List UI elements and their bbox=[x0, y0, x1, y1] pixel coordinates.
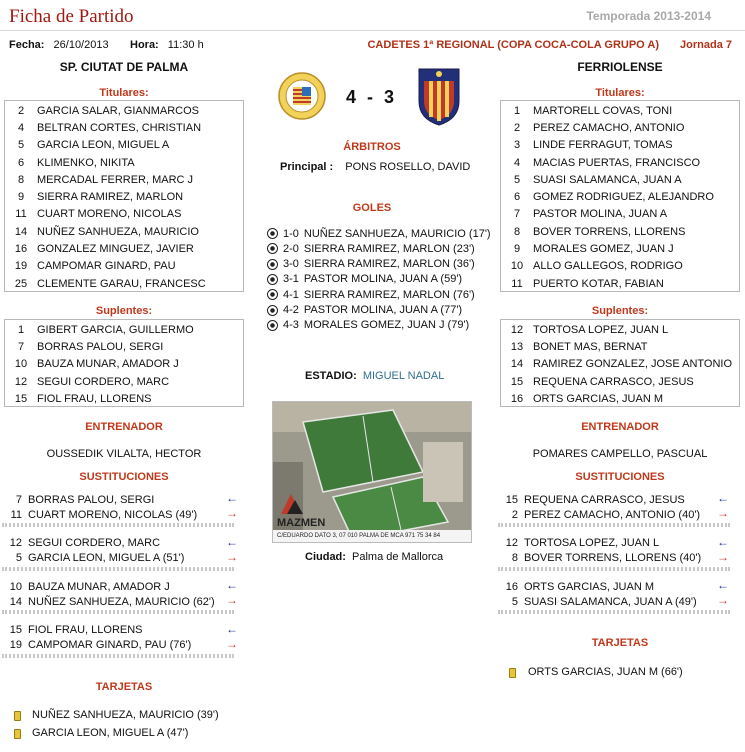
arbitro-principal bbox=[280, 161, 470, 173]
home-suplentes-row bbox=[5, 390, 243, 407]
sub-in-name: REQUENA CARRASCO, JESUS bbox=[524, 493, 685, 506]
home-suplentes-row bbox=[5, 338, 243, 355]
estadio-label: ESTADIO: bbox=[305, 370, 357, 382]
sub-in-name: TORTOSA LOPEZ, JUAN L bbox=[524, 537, 660, 549]
sub-out-name: NUÑEZ SANHUEZA, MAURICIO (62') bbox=[28, 595, 215, 608]
home-card-player: NUÑEZ SANHUEZA, MAURICIO (39') bbox=[32, 709, 219, 721]
player-number: 6 bbox=[17, 156, 25, 169]
away-suplentes-row bbox=[501, 321, 739, 338]
sub-in-name: SEGUI CORDERO, MARC bbox=[28, 537, 161, 549]
sub-out-number: 5 bbox=[511, 595, 518, 608]
away-titulares-title: Titulares: bbox=[595, 87, 645, 99]
sub-out-number: 19 bbox=[9, 639, 22, 651]
home-card-player: GARCIA LEON, MIGUEL A (47') bbox=[32, 726, 189, 739]
soccer-ball-icon bbox=[267, 243, 278, 254]
player-name: SUASI SALAMANCA, JUAN A bbox=[533, 173, 682, 186]
player-name: BORRAS PALOU, SERGI bbox=[37, 340, 164, 353]
ciudad-label: Ciudad: bbox=[305, 551, 346, 563]
away-titulares-row bbox=[501, 102, 739, 119]
sub-in-number: 15 bbox=[9, 624, 22, 636]
sub-out-name: CUART MORENO, NICOLAS (49') bbox=[28, 508, 198, 521]
goal-scorer: SIERRA RAMIREZ, MARLON (36') bbox=[303, 258, 475, 271]
home-sub-in-row bbox=[0, 492, 154, 507]
away-titulares-list bbox=[500, 100, 740, 292]
arrow-right-icon: → bbox=[717, 506, 729, 520]
goal-scorer: SIERRA RAMIREZ, MARLON (23') bbox=[303, 242, 475, 255]
principal-label: Principal : bbox=[280, 161, 334, 173]
home-score: 4 bbox=[346, 87, 357, 107]
player-name: GOMEZ RODRIGUEZ, ALEJANDRO bbox=[533, 191, 714, 204]
player-name: CAMPOMAR GINARD, PAU bbox=[37, 260, 176, 273]
player-name: REQUENA CARRASCO, JESUS bbox=[533, 375, 694, 388]
player-name: KLIMENKO, NIKITA bbox=[37, 156, 135, 169]
home-titulares-row bbox=[5, 206, 243, 223]
sub-in-name: BAUZA MUNAR, AMADOR J bbox=[28, 580, 170, 593]
player-number: 16 bbox=[14, 243, 28, 256]
goal-scorer: PASTOR MOLINA, JUAN A (77') bbox=[303, 304, 463, 316]
home-sustituciones-title: SUSTITUCIONES bbox=[79, 471, 169, 483]
goal-row bbox=[267, 257, 475, 272]
sub-divider bbox=[2, 654, 234, 658]
player-name: MORALES GOMEZ, JUAN J bbox=[533, 243, 674, 256]
competition-name: CADETES 1ª REGIONAL (COPA COCA-COLA GRUPO A) bbox=[367, 39, 659, 51]
away-titulares-row bbox=[501, 240, 739, 257]
home-suplentes-title: Suplentes: bbox=[95, 305, 153, 317]
away-titulares-row bbox=[501, 188, 739, 205]
match-date bbox=[9, 39, 109, 51]
sub-in-name: FIOL FRAU, LLORENS bbox=[28, 624, 143, 636]
player-name: BELTRAN CORTES, CHRISTIAN bbox=[37, 121, 202, 134]
player-name: PASTOR MOLINA, JUAN A bbox=[533, 208, 668, 221]
home-sub-out-row bbox=[0, 638, 191, 653]
home-titulares-row bbox=[5, 102, 243, 119]
sub-divider bbox=[2, 523, 234, 527]
yellow-card-icon bbox=[14, 711, 21, 721]
home-titulares-list bbox=[4, 100, 244, 292]
home-titulares-row bbox=[5, 258, 243, 275]
goal-score: 4-2 bbox=[283, 304, 299, 316]
away-sub-in-row bbox=[496, 579, 654, 594]
player-name: MARTORELL COVAS, TONI bbox=[533, 104, 673, 117]
away-entrenador-title: ENTRENADOR bbox=[581, 421, 659, 433]
goal-score: 4-1 bbox=[283, 288, 299, 301]
player-name: GARCIA LEON, MIGUEL A bbox=[37, 139, 170, 152]
player-number: 4 bbox=[17, 121, 25, 134]
away-sub-out-row bbox=[496, 507, 700, 522]
home-entrenador-title: ENTRENADOR bbox=[85, 421, 163, 433]
player-number: 2 bbox=[17, 104, 25, 117]
home-suplentes-row bbox=[5, 321, 243, 338]
home-sub-in-row bbox=[0, 536, 160, 551]
player-number: 10 bbox=[510, 260, 524, 273]
player-name: MERCADAL FERRER, MARC J bbox=[37, 173, 194, 186]
goal-row bbox=[267, 272, 462, 287]
arrow-right-icon: → bbox=[717, 549, 729, 564]
sub-in-number: 7 bbox=[15, 493, 22, 506]
ciudad-value: Palma de Mallorca bbox=[352, 551, 444, 563]
goal-row bbox=[267, 226, 491, 241]
goal-score: 4-3 bbox=[283, 319, 299, 332]
season-label: Temporada 2013-2014 bbox=[586, 9, 711, 23]
estadio-link[interactable]: MIGUEL NADAL bbox=[362, 370, 445, 382]
home-crest-icon bbox=[278, 72, 326, 120]
home-sub-in-row bbox=[0, 579, 170, 594]
sub-out-number: 8 bbox=[511, 552, 518, 564]
away-titulares-row bbox=[501, 206, 739, 223]
player-number: 10 bbox=[14, 358, 28, 371]
home-suplentes-row bbox=[5, 356, 243, 373]
player-number: 7 bbox=[17, 340, 25, 353]
sub-out-number: 11 bbox=[10, 508, 22, 521]
player-name: GIBERT GARCIA, GUILLERMO bbox=[37, 323, 194, 336]
away-titulares-row bbox=[501, 223, 739, 240]
away-tarjetas-title: TARJETAS bbox=[591, 637, 649, 649]
player-number: 5 bbox=[513, 173, 521, 186]
sub-out-name: SUASI SALAMANCA, JUAN A (49') bbox=[524, 595, 697, 608]
player-name: BOVER TORRENS, LLORENS bbox=[533, 225, 686, 238]
player-name: SEGUI CORDERO, MARC bbox=[37, 375, 170, 388]
player-name: PUERTO KOTAR, FABIAN bbox=[533, 277, 664, 290]
player-number: 11 bbox=[511, 277, 523, 290]
player-name: CUART MORENO, NICOLAS bbox=[37, 208, 182, 221]
arrow-left-icon: ← bbox=[226, 578, 238, 592]
player-name: ORTS GARCIAS, JUAN M bbox=[533, 392, 663, 405]
player-number: 19 bbox=[14, 260, 28, 273]
soccer-ball-icon bbox=[267, 320, 278, 331]
soccer-ball-icon bbox=[267, 289, 278, 300]
away-team-name: FERRIOLENSE bbox=[577, 60, 663, 74]
arrow-right-icon: → bbox=[226, 506, 238, 520]
goal-row bbox=[267, 318, 469, 333]
arrow-left-icon: ← bbox=[226, 534, 238, 549]
hora-label: Hora: bbox=[130, 39, 159, 51]
home-titulares-row bbox=[5, 240, 243, 257]
away-titulares-row bbox=[501, 154, 739, 171]
away-score: 3 bbox=[384, 87, 395, 107]
player-name: FIOL FRAU, LLORENS bbox=[37, 392, 152, 405]
arrow-left-icon: ← bbox=[226, 491, 238, 505]
goal-scorer: MORALES GOMEZ, JUAN J (79') bbox=[303, 319, 470, 332]
soccer-ball-icon bbox=[267, 228, 278, 239]
player-number: 14 bbox=[510, 358, 524, 371]
arrow-right-icon: → bbox=[717, 593, 729, 607]
home-titulares-title: Titulares: bbox=[99, 87, 149, 99]
goal-score: 2-0 bbox=[283, 242, 299, 255]
principal-name: PONS ROSELLO, DAVID bbox=[345, 161, 471, 173]
away-titulares-row bbox=[501, 171, 739, 188]
player-number: 3 bbox=[513, 139, 521, 152]
sub-divider bbox=[498, 523, 730, 527]
player-number: 1 bbox=[513, 104, 521, 117]
sub-out-name: PEREZ CAMACHO, ANTONIO (40') bbox=[524, 508, 701, 521]
player-name: LINDE FERRAGUT, TOMAS bbox=[533, 139, 673, 152]
player-name: GONZALEZ MINGUEZ, JAVIER bbox=[37, 243, 194, 256]
fecha-label: Fecha: bbox=[9, 39, 45, 51]
player-number: 12 bbox=[510, 323, 524, 336]
sub-out-name: BOVER TORRENS, LLORENS (40') bbox=[524, 552, 702, 564]
goal-row bbox=[267, 287, 475, 302]
away-suplentes-row bbox=[501, 390, 739, 407]
goal-scorer: SIERRA RAMIREZ, MARLON (76') bbox=[303, 288, 475, 301]
away-suplentes-row bbox=[501, 373, 739, 390]
header-divider bbox=[0, 30, 745, 31]
fecha-value: 26/10/2013 bbox=[53, 39, 109, 51]
arbitros-title: ÁRBITROS bbox=[343, 141, 401, 153]
away-sub-out-row bbox=[496, 551, 701, 566]
scoreboard bbox=[346, 87, 394, 108]
soccer-ball-icon bbox=[267, 305, 278, 316]
player-name: TORTOSA LOPEZ, JUAN L bbox=[533, 323, 669, 336]
home-sub-out-row bbox=[0, 507, 197, 522]
arrow-left-icon: ← bbox=[717, 491, 729, 505]
home-team-name: SP. CIUTAT DE PALMA bbox=[59, 60, 189, 74]
away-suplentes-row bbox=[501, 338, 739, 355]
player-number: 11 bbox=[15, 208, 27, 221]
away-sub-in-row bbox=[496, 536, 659, 551]
home-titulares-row bbox=[5, 154, 243, 171]
away-sub-in-row bbox=[496, 492, 685, 507]
player-number: 4 bbox=[513, 156, 521, 169]
sub-divider bbox=[498, 567, 730, 571]
player-number: 16 bbox=[510, 392, 524, 405]
home-titulares-row bbox=[5, 275, 243, 292]
stadium-photo bbox=[272, 401, 472, 543]
away-suplentes-list bbox=[500, 319, 740, 407]
jornada-label: Jornada 7 bbox=[680, 39, 732, 51]
home-titulares-row bbox=[5, 223, 243, 240]
ciudad-info bbox=[305, 551, 443, 563]
home-tarjetas-title: TARJETAS bbox=[95, 681, 153, 693]
home-titulares-row bbox=[5, 171, 243, 188]
player-number: 7 bbox=[513, 208, 521, 221]
goles-title: GOLES bbox=[352, 202, 392, 214]
player-name: RAMIREZ GONZALEZ, JOSE ANTONIO bbox=[533, 358, 733, 371]
sub-in-name: ORTS GARCIAS, JUAN M bbox=[524, 580, 654, 593]
player-number: 14 bbox=[14, 225, 28, 238]
player-number: 25 bbox=[14, 277, 28, 290]
goal-row bbox=[267, 241, 475, 256]
arrow-right-icon: → bbox=[226, 549, 238, 564]
player-number: 15 bbox=[510, 375, 524, 388]
home-titulares-row bbox=[5, 137, 243, 154]
arrow-right-icon: → bbox=[226, 593, 238, 607]
arrow-right-icon: → bbox=[226, 636, 238, 651]
home-sub-out-row bbox=[0, 594, 215, 609]
arrow-left-icon: ← bbox=[717, 578, 729, 592]
goal-scorer: NUÑEZ SANHUEZA, MAURICIO (17') bbox=[303, 227, 491, 240]
yellow-card-icon bbox=[14, 729, 21, 739]
home-sub-in-row bbox=[0, 623, 143, 638]
player-number: 12 bbox=[14, 375, 28, 388]
home-titulares-row bbox=[5, 188, 243, 205]
player-name: MACIAS PUERTAS, FRANCISCO bbox=[533, 156, 701, 169]
away-sub-out-row bbox=[496, 594, 697, 609]
sub-divider bbox=[2, 610, 234, 614]
page-title: Ficha de Partido bbox=[9, 6, 134, 27]
yellow-card-icon bbox=[509, 668, 516, 678]
estadio-info bbox=[305, 370, 444, 382]
arrow-left-icon: ← bbox=[226, 621, 238, 636]
sub-out-number: 14 bbox=[9, 595, 22, 608]
soccer-ball-icon bbox=[267, 259, 278, 270]
goal-row bbox=[267, 303, 462, 318]
home-entrenador-name: OUSSEDIK VILALTA, HECTOR bbox=[46, 448, 202, 460]
goal-scorer: PASTOR MOLINA, JUAN A (59') bbox=[303, 273, 463, 286]
away-titulares-row bbox=[501, 137, 739, 154]
player-number: 1 bbox=[17, 323, 25, 336]
away-titulares-row bbox=[501, 275, 739, 292]
sub-divider bbox=[498, 610, 730, 614]
goal-score: 3-0 bbox=[283, 258, 299, 271]
player-number: 5 bbox=[17, 139, 25, 152]
away-crest-icon bbox=[416, 65, 462, 127]
player-number: 9 bbox=[513, 243, 521, 256]
away-entrenador-name: POMARES CAMPELLO, PASCUAL bbox=[532, 448, 708, 460]
player-number: 15 bbox=[14, 392, 28, 405]
player-name: NUÑEZ SANHUEZA, MAURICIO bbox=[37, 225, 199, 238]
home-sub-out-row bbox=[0, 551, 184, 566]
home-suplentes-row bbox=[5, 373, 243, 390]
sub-out-name: GARCIA LEON, MIGUEL A (51') bbox=[28, 552, 185, 564]
away-titulares-row bbox=[501, 258, 739, 275]
away-titulares-row bbox=[501, 119, 739, 136]
sub-in-number: 16 bbox=[505, 580, 518, 593]
away-suplentes-row bbox=[501, 356, 739, 373]
goal-score: 3-1 bbox=[283, 273, 299, 286]
hora-value: 11:30 h bbox=[167, 39, 204, 51]
sub-out-number: 5 bbox=[15, 552, 22, 564]
player-name: CLEMENTE GARAU, FRANCESC bbox=[37, 277, 206, 290]
match-time bbox=[130, 39, 204, 51]
home-titulares-row bbox=[5, 119, 243, 136]
player-number: 8 bbox=[513, 225, 521, 238]
player-number: 2 bbox=[513, 121, 521, 134]
photo-caption: C/EDUARDO DATO 3, 07 010 PALMA DE MCA 971 75 34 84 bbox=[277, 533, 441, 539]
sub-divider bbox=[2, 567, 234, 571]
away-card-player: ORTS GARCIAS, JUAN M (66') bbox=[528, 666, 683, 678]
player-number: 13 bbox=[510, 340, 524, 353]
player-number: 9 bbox=[17, 191, 25, 204]
player-name: SIERRA RAMIREZ, MARLON bbox=[37, 191, 184, 204]
sub-out-number: 2 bbox=[511, 508, 518, 521]
sub-in-number: 12 bbox=[505, 537, 518, 549]
sub-in-number: 12 bbox=[9, 537, 22, 549]
player-name: BAUZA MUNAR, AMADOR J bbox=[37, 358, 179, 371]
player-name: PEREZ CAMACHO, ANTONIO bbox=[533, 121, 685, 134]
photo-brand: MAZMEN bbox=[277, 517, 326, 529]
player-name: GARCIA SALAR, GIANMARCOS bbox=[37, 104, 199, 117]
goal-score: 1-0 bbox=[283, 227, 299, 240]
sub-in-name: BORRAS PALOU, SERGI bbox=[28, 493, 155, 506]
player-name: BONET MAS, BERNAT bbox=[533, 340, 648, 353]
player-name: ALLO GALLEGOS, RODRIGO bbox=[533, 260, 683, 273]
sub-in-number: 10 bbox=[9, 580, 22, 593]
away-sustituciones-title: SUSTITUCIONES bbox=[575, 471, 665, 483]
away-suplentes-title: Suplentes: bbox=[591, 305, 649, 317]
home-suplentes-list bbox=[4, 319, 244, 407]
sub-in-number: 15 bbox=[505, 493, 518, 506]
soccer-ball-icon bbox=[267, 274, 278, 285]
arrow-left-icon: ← bbox=[717, 534, 729, 549]
player-number: 6 bbox=[513, 191, 521, 204]
player-number: 8 bbox=[17, 173, 25, 186]
sub-out-name: CAMPOMAR GINARD, PAU (76') bbox=[28, 639, 192, 651]
score-separator: - bbox=[367, 87, 374, 107]
